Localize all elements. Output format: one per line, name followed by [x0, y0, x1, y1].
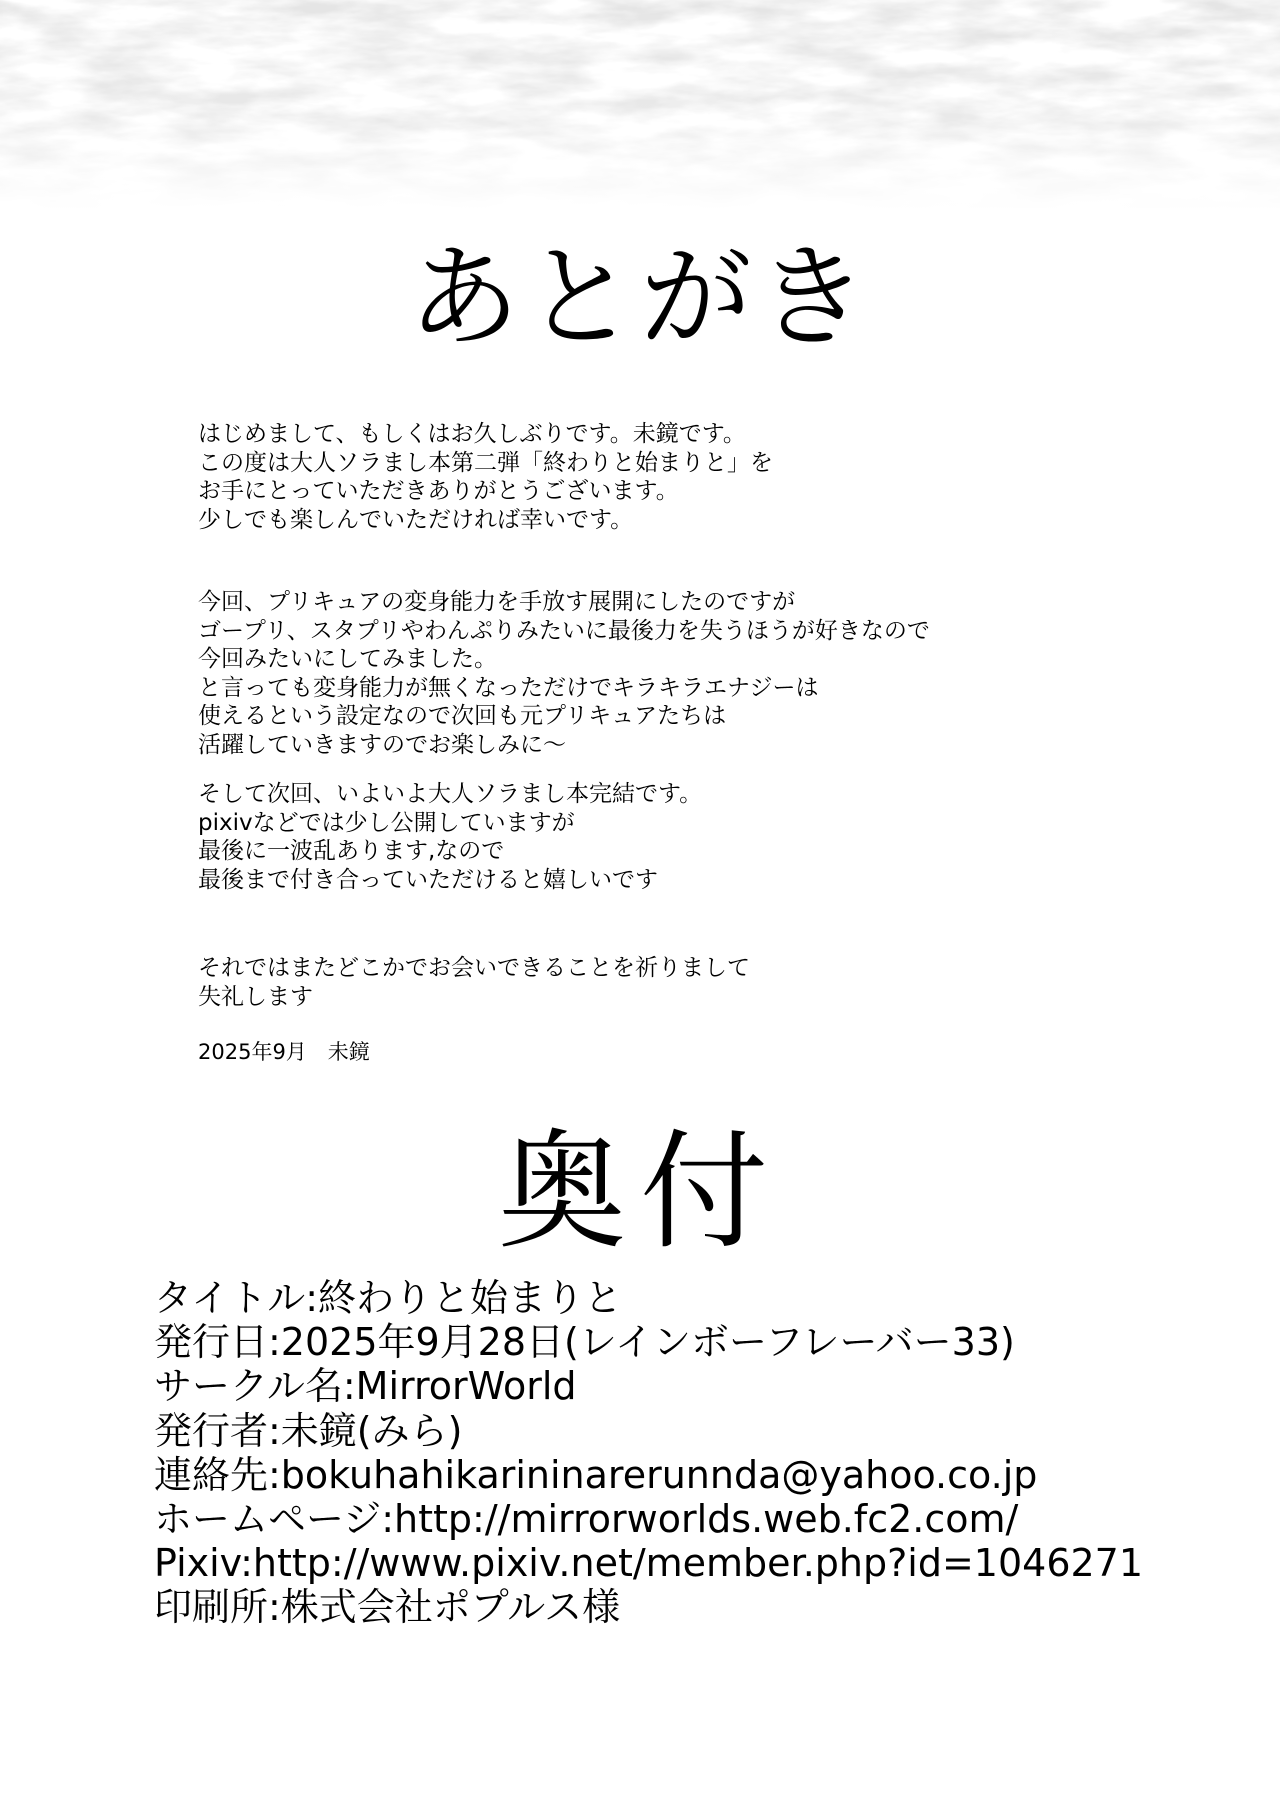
- text-line: 活躍していきますのでお楽しみに～: [198, 731, 566, 758]
- text-line: そして次回、いよいよ大人ソラまし本完結です。: [198, 781, 703, 807]
- cloud-texture: [0, 0, 1280, 210]
- colophon-circle-line: サークル名:MirrorWorld: [154, 1364, 577, 1409]
- afterword-paragraph-story: [198, 588, 930, 759]
- colophon-title-line: タイトル:終わりと始まりと: [154, 1276, 623, 1320]
- text-line: 最後に一波乱あります,なので: [198, 838, 505, 864]
- text-line: 今回みたいにしてみました。: [198, 646, 497, 672]
- text-line: ゴープリ、スタプリやわんぷりみたいに最後力を失うほうが好きなので: [198, 617, 930, 644]
- text-line: それではまたどこかでお会いできることを祈りまして: [198, 955, 750, 981]
- text-line: 最後まで付き合っていただけると嬉しいです: [198, 866, 658, 893]
- text-line: 使えるという設定なので次回も元プリキュアたちは: [198, 703, 727, 729]
- colophon-date-line: 発行日:2025年9月28日(レインボーフレーバー33): [154, 1320, 1015, 1365]
- colophon-heading: 奥付: [497, 1118, 782, 1267]
- colophon-printer-line: 印刷所:株式会社ポプルス様: [154, 1585, 621, 1630]
- afterword-signature: 2025年9月 未鏡: [198, 1040, 370, 1064]
- text-line: はじめまして、もしくはお久しぶりです。未鏡です。: [198, 421, 746, 447]
- afterword-paragraph-next: [198, 780, 702, 894]
- text-line: 失礼します: [198, 983, 313, 1010]
- afterword-paragraph-closing: [198, 954, 750, 1011]
- afterword-heading: あとがき: [408, 233, 872, 363]
- text-line: 今回、プリキュアの変身能力を手放す展開にしたのですが: [198, 589, 796, 615]
- text-line: pixivなどでは少し公開していますが: [198, 809, 575, 836]
- colophon-pixiv-line: Pixiv:http://www.pixiv.net/member.php?id=1046271: [154, 1541, 1144, 1586]
- colophon-contact-line: 連絡先:bokuhahikarininarerunnda@yahoo.co.jp: [154, 1452, 1038, 1497]
- text-line: 少しでも楽しんでいただければ幸いです。: [198, 506, 634, 533]
- text-line: この度は大人ソラまし本第二弾「終わりと始まりと」を: [198, 449, 773, 476]
- text-line: と言っても変身能力が無くなっただけでキラキラエナジーは: [198, 674, 819, 701]
- colophon-details: [154, 1276, 1264, 1630]
- colophon-publisher-line: 発行者:未鏡(みら): [154, 1408, 463, 1453]
- colophon-homepage-line: ホームページ:http://mirrorworlds.web.fc2.com/: [154, 1497, 1019, 1542]
- afterword-paragraph-greeting: [198, 420, 773, 534]
- cloud-header-image: [0, 0, 1280, 210]
- text-line: お手にとっていただきありがとうございます。: [198, 478, 679, 504]
